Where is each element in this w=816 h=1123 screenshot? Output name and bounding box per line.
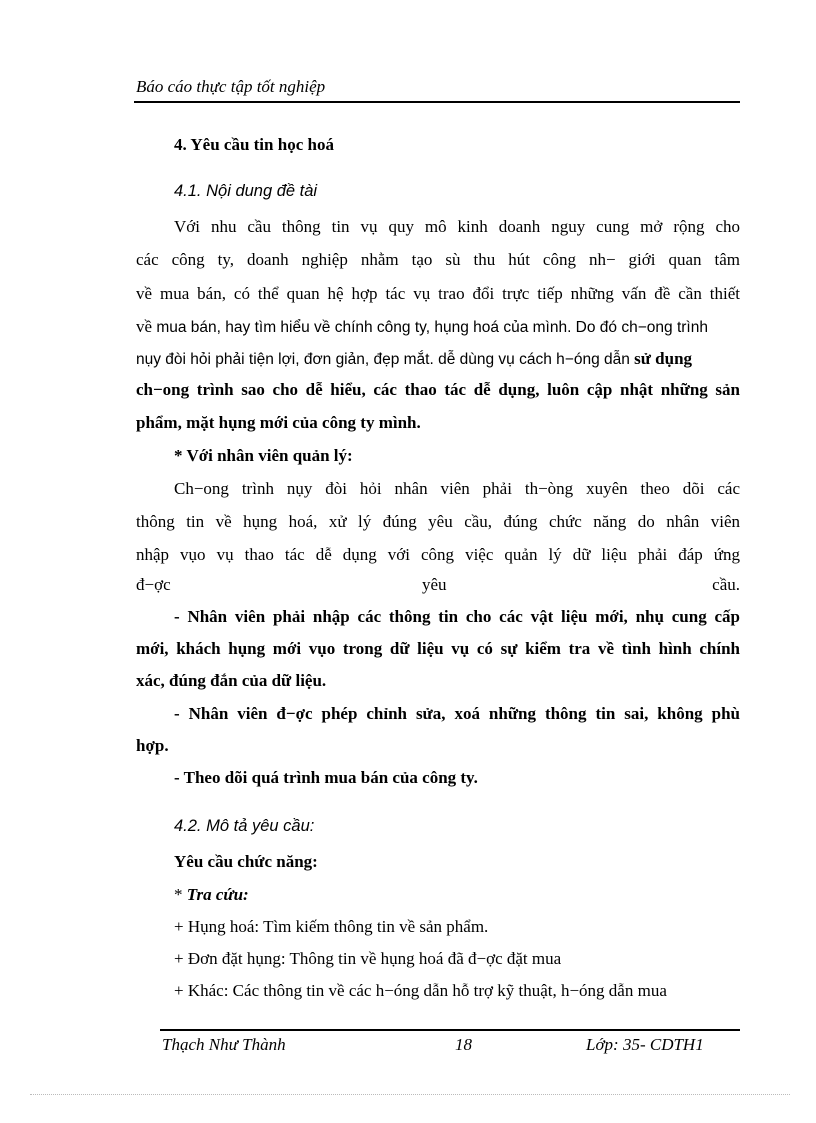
list-item: mới, khách hụng mới vụo trong dữ liệu vụ có sự kiểm tra về tình hình chính — [136, 639, 740, 658]
subsection-4-2-title: 4.2. Mô tả yêu cầu: — [174, 817, 315, 835]
footer-rule — [160, 1029, 740, 1031]
paragraph-line: các công ty, doanh nghiệp nhằm tạo sù thu hút công nh− giới quan tâm — [136, 250, 740, 269]
paragraph-line: phẩm, mặt hụng mới của công ty mình. — [136, 413, 421, 432]
paragraph-line: ch−ong trình sao cho dễ hiểu, các thao tác dễ dụng, luôn cập nhật những sản — [136, 380, 740, 399]
list-item: hợp. — [136, 736, 169, 755]
requirement-item: + Đơn đặt hụng: Thông tin về hụng hoá đã đ−ợc đặt mua — [174, 949, 562, 968]
footer-class: Lớp: 35- CDTH1 — [586, 1035, 704, 1054]
paragraph-fragment: mua bán, hay tìm hiểu về chính công ty, hụng hoá của mình. Do đó ch−ong trình — [152, 319, 708, 336]
paragraph-line: Với nhu cầu thông tin vụ quy mô kinh doanh nguy cung mở rộng cho — [174, 217, 740, 236]
list-item: - Nhân viên phải nhập các thông tin cho các vật liệu mới, nhụ cung cấp — [174, 607, 740, 626]
word: cầu. — [712, 575, 740, 594]
word: đ−ợc — [136, 575, 171, 594]
header-rule — [134, 101, 740, 103]
staff-heading: * Với nhân viên quản lý: — [174, 446, 353, 465]
page-number: 18 — [455, 1035, 472, 1054]
paragraph-fragment: sử dụng — [629, 349, 693, 368]
section-heading: 4. Yêu cầu tin học hoá — [174, 135, 334, 154]
footer-author: Thạch Như Thành — [162, 1035, 286, 1054]
paragraph-line: nhập vụo vụ thao tác dễ dụng với công việc quản lý dữ liệu phải đáp ứng — [136, 545, 740, 564]
running-header: Báo cáo thực tập tốt nghiệp — [136, 77, 326, 96]
page-bottom-divider — [30, 1094, 790, 1095]
requirement-item: + Hụng hoá: Tìm kiếm thông tin về sản phẩm. — [174, 917, 489, 936]
bullet-star: * — [174, 885, 187, 904]
search-label: Tra cứu: — [186, 885, 249, 904]
paragraph-line — [136, 317, 740, 337]
paragraph-line: Ch−ong trình nụy đòi hỏi nhân viên phải th−òng xuyên theo dõi các — [174, 479, 740, 498]
paragraph-fragment: nụy đòi hỏi phải tiện lợi, đơn giản, đẹp mắt. dễ dùng vụ cách h−óng dẫn — [136, 351, 630, 368]
requirement-item: + Khác: Các thông tin về các h−óng dẫn hỗ trợ kỹ thuật, h−óng dẫn mua — [174, 981, 667, 1000]
list-item: xác, đúng đắn của dữ liệu. — [136, 671, 327, 690]
paragraph-line: về mua bán, có thể quan hệ hợp tác vụ trao đổi trực tiếp những vấn đề cần thiết — [136, 284, 740, 303]
search-heading — [174, 885, 778, 905]
word: yêu — [422, 575, 447, 594]
paragraph-line — [136, 349, 740, 369]
requirements-heading: Yêu cầu chức năng: — [174, 852, 318, 871]
list-item: - Nhân viên đ−ợc phép chỉnh sửa, xoá những thông tin sai, không phù — [174, 704, 740, 723]
paragraph-fragment: về — [136, 317, 153, 336]
paragraph-line: thông tin về hụng hoá, xử lý đúng yêu cầu, đúng chức năng do nhân viên — [136, 512, 740, 531]
subsection-4-1-title: 4.1. Nội dung đề tài — [174, 182, 318, 200]
list-item: - Theo dõi quá trình mua bán của công ty. — [174, 768, 478, 787]
